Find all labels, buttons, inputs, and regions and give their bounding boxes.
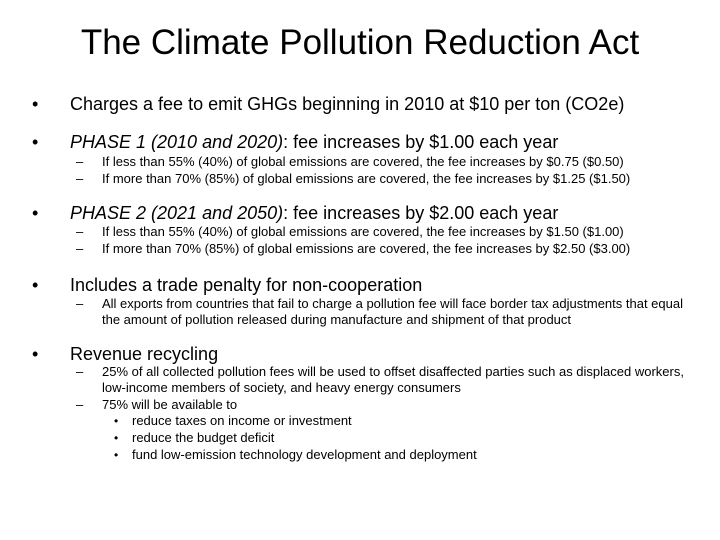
dash-icon: – (76, 397, 84, 412)
dash-icon: – (76, 241, 84, 256)
sub-item-text: 75% will be available to (102, 397, 238, 412)
bullet-icon: • (32, 344, 39, 364)
phase-label: PHASE 2 (2021 and 2050) (70, 203, 284, 223)
bullet-text (70, 202, 558, 224)
sub-item-text: If less than 55% (40%) of global emissions are covered, the fee increases by $0.75 ($0.50) (102, 154, 624, 169)
bullet-icon: • (114, 448, 119, 462)
sub-item-text: If less than 55% (40%) of global emissions are covered, the fee increases by $1.50 ($1.00) (102, 224, 624, 239)
bullet-icon: • (32, 203, 39, 223)
sub-sub-item-text: reduce taxes on income or investment (132, 413, 352, 428)
sub-sub-item-text: fund low-emission technology development and deployment (132, 447, 477, 462)
bullet-icon: • (114, 414, 119, 428)
dash-icon: – (76, 224, 84, 239)
sub-sub-item-text: reduce the budget deficit (132, 430, 275, 445)
bullet-icon: • (32, 94, 39, 114)
phase-detail: : fee increases by $1.00 each year (283, 132, 559, 152)
slide-title: The Climate Pollution Reduction Act (80, 23, 640, 62)
phase-detail: : fee increases by $2.00 each year (283, 203, 559, 223)
sub-item-text: All exports from countries that fail to charge a pollution fee will face border tax adjustments that equal the amount of pollution released during manufacture and shipment of that product (102, 296, 683, 327)
bullet-icon: • (32, 275, 39, 295)
sub-item-text: If more than 70% (85%) of global emissions are covered, the fee increases by $1.25 ($1.50) (102, 171, 631, 186)
dash-icon: – (76, 154, 84, 169)
dash-icon: – (76, 364, 84, 379)
sub-item-text: 25% of all collected pollution fees will be used to offset disaffected parties such as displaced workers, low-income members of society, and heavy energy consumers (102, 364, 684, 395)
bullet-text: Charges a fee to emit GHGs beginning in 2010 at $10 per ton (CO2e) (70, 94, 625, 114)
bullet-text: Revenue recycling (70, 344, 219, 364)
bullet-text (70, 131, 558, 153)
dash-icon: – (76, 296, 84, 311)
bullet-icon: • (32, 132, 39, 152)
bullet-text: Includes a trade penalty for non-cooperation (70, 275, 423, 295)
sub-item-text: If more than 70% (85%) of global emissions are covered, the fee increases by $2.50 ($3.00) (102, 241, 631, 256)
dash-icon: – (76, 171, 84, 186)
bullet-icon: • (114, 431, 119, 445)
phase-label: PHASE 1 (2010 and 2020) (70, 132, 284, 152)
